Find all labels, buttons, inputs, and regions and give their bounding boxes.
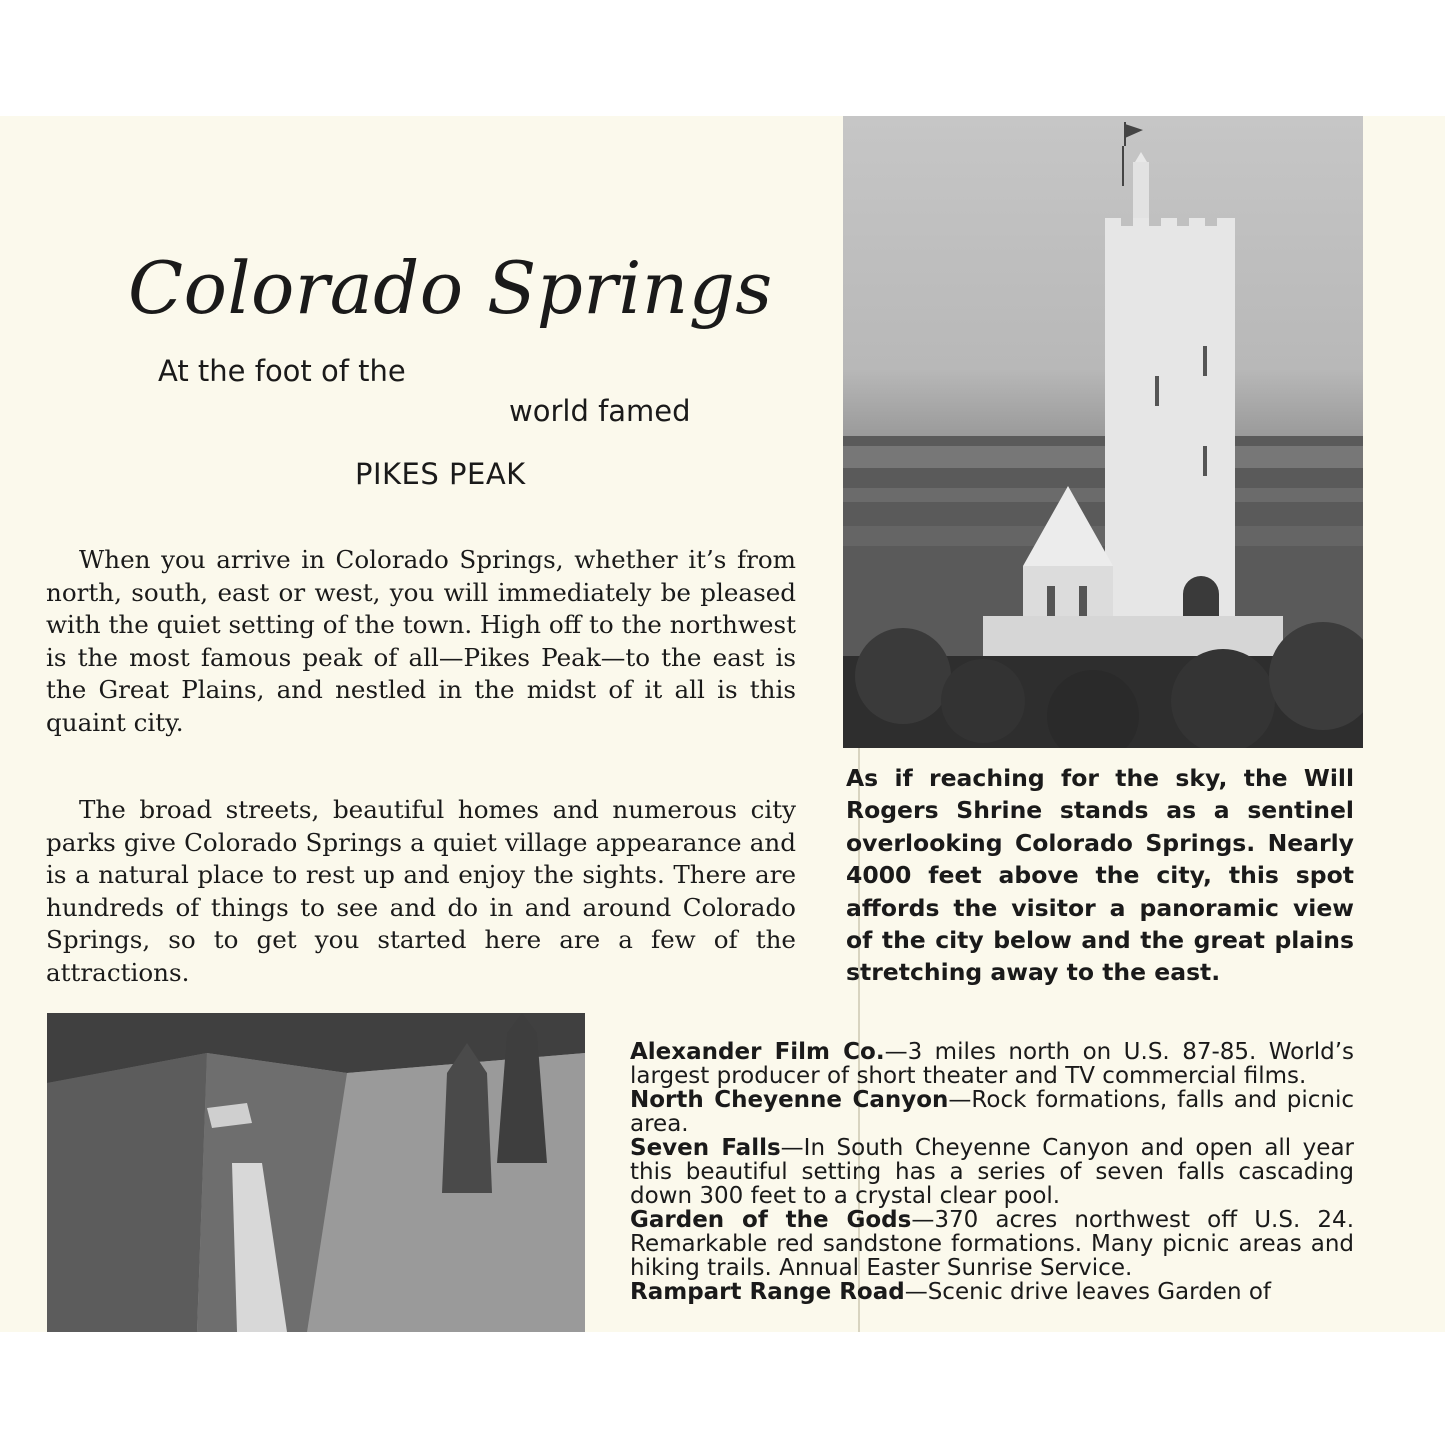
shrine-illustration	[843, 116, 1363, 748]
subtitle-line-1: At the foot of the	[158, 354, 406, 388]
attraction-name: Alexander Film Co.	[630, 1039, 885, 1065]
attractions-list	[630, 1040, 1354, 1304]
list-item	[630, 1088, 1354, 1136]
attraction-name: Rampart Range Road	[630, 1279, 905, 1305]
list-item	[630, 1040, 1354, 1088]
falls-illustration	[47, 1013, 585, 1332]
list-item	[630, 1280, 1354, 1304]
attraction-text: —370 acres northwest off U.S. 24. Remarkable red sandstone formations. Many picnic areas and hiking trails. Annual Easter Sunrise Service.	[630, 1207, 1355, 1281]
intro-paragraph: When you arrive in Colorado Springs, whether it’s from north, south, east or west, you will immediately be pleased with the quiet setting of the town. High off to the northwest is the most famous peak of all—Pikes Peak—to the east is the Great Plains, and nestled in the midst of it all is this quaint city.	[46, 545, 796, 737]
attraction-name: North Cheyenne Canyon	[630, 1087, 949, 1113]
attraction-text: —Rock formations, falls and picnic area.	[630, 1087, 1354, 1137]
attraction-text: —3 miles north on U.S. 87-85. World’s largest producer of short theater and TV commercial films.	[630, 1039, 1354, 1089]
attraction-name: Garden of the Gods	[630, 1207, 912, 1233]
attractions-intro-paragraph: The broad streets, beautiful homes and numerous city parks give Colorado Springs a quiet village appearance and is a natural place to rest up and enjoy the sights. There are hundreds of things to see and do in and around Colorado Springs, so to get you started here are a few of the attractions.	[46, 795, 796, 987]
subtitle-pikes-peak: PIKES PEAK	[355, 457, 526, 491]
shrine-photo-caption: As if reaching for the sky, the Will Rogers Shrine stands as a sentinel overlooking Colorado Springs. Nearly 4000 feet above the city, this spot affords the visitor a panoramic view of the city below and the great plains stretching away to the east.	[846, 764, 1354, 987]
seven-falls-photo	[47, 1013, 585, 1332]
list-item	[630, 1136, 1354, 1208]
list-item	[630, 1208, 1354, 1280]
attraction-text: —In South Cheyenne Canyon and open all year this beautiful setting has a series of seven falls cascading down 300 feet to a crystal clear pool.	[630, 1135, 1354, 1209]
will-rogers-shrine-photo	[843, 116, 1363, 748]
attraction-name: Seven Falls	[630, 1135, 781, 1161]
brochure-page	[0, 116, 1445, 1332]
subtitle-line-2: world famed	[509, 394, 691, 428]
attraction-text: —Scenic drive leaves Garden of	[904, 1279, 1272, 1305]
page-title: Colorado Springs	[128, 246, 773, 330]
